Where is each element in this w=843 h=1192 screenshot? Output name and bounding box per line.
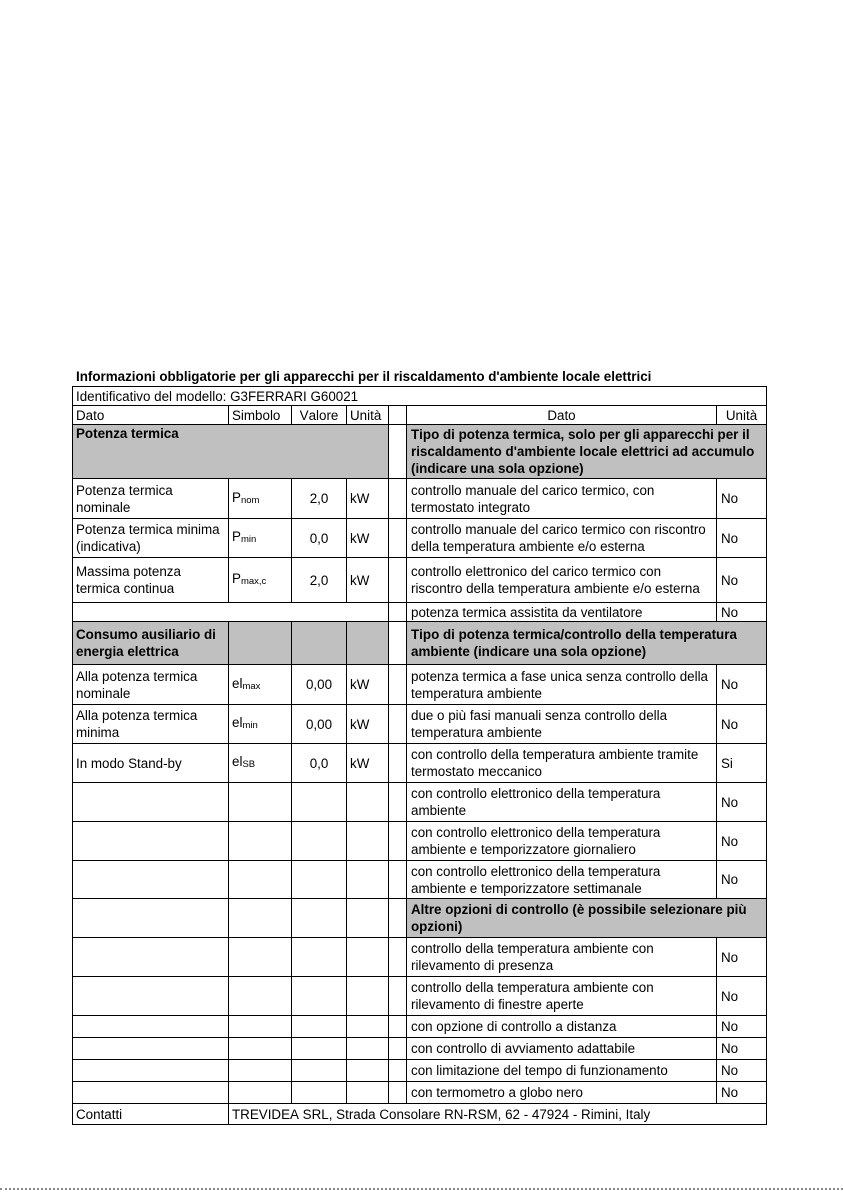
section-heading-aux-consumption: Consumo ausiliario di energia elettrica xyxy=(73,622,229,665)
blank-cell xyxy=(73,977,229,1016)
table-row xyxy=(73,1016,767,1038)
contacts-label: Contatti xyxy=(73,1104,229,1125)
param-unit: kW xyxy=(347,558,389,603)
symbol-main: P xyxy=(232,571,241,586)
separator-cell xyxy=(389,622,407,665)
header-valore: Valore xyxy=(292,406,347,425)
separator-cell xyxy=(389,744,407,783)
model-id-label: Identificativo del modello: xyxy=(76,388,227,404)
blank-cell xyxy=(292,977,347,1016)
blank-cell xyxy=(292,822,347,861)
blank-cell xyxy=(347,977,389,1016)
symbol-subscript: nom xyxy=(240,494,260,506)
blank-cell xyxy=(73,783,229,822)
symbol-main: el xyxy=(232,675,243,691)
column-header-row xyxy=(73,406,767,425)
blank-cell xyxy=(229,977,292,1016)
blank-cell xyxy=(73,1082,229,1104)
separator-cell xyxy=(389,861,407,899)
blank-cell xyxy=(229,938,292,977)
option-value: Si xyxy=(717,744,767,783)
separator-cell xyxy=(389,1060,407,1082)
blank-cell xyxy=(229,783,292,822)
param-symbol xyxy=(229,519,292,558)
param-label: In modo Stand-by xyxy=(73,744,229,783)
blank-cell xyxy=(229,1038,292,1060)
blank-cell xyxy=(347,1082,389,1104)
section-heading-other-options: Altre opzioni di controllo (è possibile selezionare più opzioni) xyxy=(407,899,767,938)
symbol-subscript: min xyxy=(242,720,258,731)
blank-cell xyxy=(292,1016,347,1038)
blank-cell xyxy=(73,861,229,899)
table-row xyxy=(73,1082,767,1104)
param-label: Potenza termica minima (indicativa) xyxy=(73,519,229,558)
blank-cell xyxy=(229,1082,292,1104)
param-label: Alla potenza termica nominale xyxy=(73,665,229,705)
blank-cell xyxy=(73,822,229,861)
option-value: No xyxy=(717,977,767,1016)
section-row-heat-output xyxy=(73,425,767,479)
symbol-main: P xyxy=(232,529,241,544)
param-label: Alla potenza termica minima xyxy=(73,705,229,744)
option-value: No xyxy=(717,665,767,705)
param-value: 0,0 xyxy=(292,744,347,783)
param-label: Potenza termica nominale xyxy=(73,479,229,519)
separator-cell xyxy=(389,1016,407,1038)
separator-cell xyxy=(389,406,407,425)
model-id-value: G3FERRARI G60021 xyxy=(230,388,359,404)
option-value: No xyxy=(717,783,767,822)
separator-cell xyxy=(389,425,407,479)
separator-cell xyxy=(389,665,407,705)
option-value: No xyxy=(717,938,767,977)
option-value: No xyxy=(717,558,767,603)
model-id-cell xyxy=(73,387,767,406)
separator-cell xyxy=(389,1038,407,1060)
shaded-blank-cell xyxy=(347,622,389,665)
blank-cell xyxy=(73,1060,229,1082)
param-label: Massima potenza termica continua xyxy=(73,558,229,603)
param-unit: kW xyxy=(347,705,389,744)
separator-cell xyxy=(389,558,407,603)
section-heading-temperature-control: Tipo di potenza termica/controllo della temperatura ambiente (indicare una sola opzione) xyxy=(407,622,767,665)
option-label: con limitazione del tempo di funzionamento xyxy=(407,1060,717,1082)
param-symbol xyxy=(229,558,292,603)
option-label: due o più fasi manuali senza controllo della temperatura ambiente xyxy=(407,705,717,744)
table-row xyxy=(73,938,767,977)
param-value: 2,0 xyxy=(292,479,347,519)
table-row xyxy=(73,1060,767,1082)
blank-cell xyxy=(229,861,292,899)
option-label: con controllo elettronico della temperatura ambiente e temporizzatore giornaliero xyxy=(407,822,717,861)
section-heading-heat-output: Potenza termica xyxy=(73,425,389,479)
option-label: con controllo elettronico della temperatura ambiente e temporizzatore settimanale xyxy=(407,861,717,899)
option-value: No xyxy=(717,519,767,558)
param-unit: kW xyxy=(347,479,389,519)
table-row xyxy=(73,558,767,603)
shaded-blank-cell xyxy=(229,622,292,665)
symbol-main: el xyxy=(232,754,243,769)
table-row xyxy=(73,744,767,783)
section-heading-storage-heat-type: Tipo di potenza termica, solo per gli apparecchi per il riscaldamento d'ambiente locale elettrici ad accumulo (indicare una sola opzione) xyxy=(407,425,767,479)
blank-cell xyxy=(292,938,347,977)
option-label: con controllo di avviamento adattabile xyxy=(407,1038,717,1060)
option-label: con opzione di controllo a distanza xyxy=(407,1016,717,1038)
section-row-other-options xyxy=(73,899,767,938)
separator-cell xyxy=(389,603,407,622)
shaded-blank-cell xyxy=(292,622,347,665)
header-unita-right: Unità xyxy=(717,406,767,425)
section-row-aux-consumption xyxy=(73,622,767,665)
table-row xyxy=(73,977,767,1016)
table-row xyxy=(73,1038,767,1060)
table-row xyxy=(73,479,767,519)
blank-cell xyxy=(229,1016,292,1038)
option-value: No xyxy=(717,705,767,744)
option-label: con controllo della temperatura ambiente tramite termostato meccanico xyxy=(407,744,717,783)
blank-cell xyxy=(347,899,389,938)
header-unita: Unità xyxy=(347,406,389,425)
blank-cell xyxy=(292,1082,347,1104)
param-value: 0,00 xyxy=(292,705,347,744)
option-label: controllo della temperatura ambiente con rilevamento di finestre aperte xyxy=(407,977,717,1016)
param-symbol xyxy=(229,665,292,705)
blank-cell xyxy=(292,899,347,938)
blank-cell xyxy=(73,1038,229,1060)
option-label: controllo elettronico del carico termico con riscontro della temperatura ambiente e/o esterna xyxy=(407,558,717,603)
model-id-row xyxy=(73,387,767,406)
blank-cell xyxy=(73,603,389,622)
blank-cell xyxy=(347,822,389,861)
header-simbolo: Simbolo xyxy=(229,406,292,425)
option-label: controllo manuale del carico termico con riscontro della temperatura ambiente e/o esterna xyxy=(407,519,717,558)
table-row xyxy=(73,783,767,822)
blank-cell xyxy=(229,899,292,938)
page-edge-dotted-line xyxy=(0,1188,843,1190)
blank-cell xyxy=(229,1060,292,1082)
option-value: No xyxy=(717,861,767,899)
ecodesign-info-table xyxy=(72,386,767,1125)
table-row xyxy=(73,822,767,861)
blank-cell xyxy=(73,938,229,977)
option-label: controllo manuale del carico termico, con termostato integrato xyxy=(407,479,717,519)
option-value: No xyxy=(717,1082,767,1104)
blank-cell xyxy=(347,861,389,899)
separator-cell xyxy=(389,705,407,744)
option-label: con controllo elettronico della temperatura ambiente xyxy=(407,783,717,822)
param-symbol xyxy=(229,744,292,783)
option-label: potenza termica assistita da ventilatore xyxy=(407,603,717,622)
option-label: potenza termica a fase unica senza controllo della temperatura ambiente xyxy=(407,665,717,705)
symbol-main: P xyxy=(232,489,241,505)
blank-cell xyxy=(292,783,347,822)
param-value: 2,0 xyxy=(292,558,347,603)
param-unit: kW xyxy=(347,519,389,558)
option-value: No xyxy=(717,1038,767,1060)
separator-cell xyxy=(389,519,407,558)
blank-cell xyxy=(73,1016,229,1038)
table-row xyxy=(73,705,767,744)
blank-cell xyxy=(73,899,229,938)
separator-cell xyxy=(389,1082,407,1104)
blank-cell xyxy=(229,822,292,861)
blank-cell xyxy=(292,1060,347,1082)
param-unit: kW xyxy=(347,744,389,783)
table-row xyxy=(73,861,767,899)
separator-cell xyxy=(389,783,407,822)
option-value: No xyxy=(717,1060,767,1082)
blank-cell xyxy=(347,1060,389,1082)
blank-cell xyxy=(347,1038,389,1060)
header-dato-right: Dato xyxy=(407,406,717,425)
table-row xyxy=(73,665,767,705)
symbol-subscript: min xyxy=(240,534,257,545)
symbol-subscript: max xyxy=(242,680,261,692)
option-value: No xyxy=(717,603,767,622)
symbol-subscript: max,c xyxy=(240,576,267,587)
symbol-subscript: SB xyxy=(242,759,256,770)
option-label: controllo della temperatura ambiente con rilevamento di presenza xyxy=(407,938,717,977)
document-title: Informazioni obbligatorie per gli apparecchi per il riscaldamento d'ambiente locale elettrici xyxy=(76,369,652,384)
param-value: 0,00 xyxy=(292,665,347,705)
contacts-row xyxy=(73,1104,767,1125)
separator-cell xyxy=(389,899,407,938)
blank-cell xyxy=(347,938,389,977)
blank-cell xyxy=(347,1016,389,1038)
option-value: No xyxy=(717,822,767,861)
option-label: con termometro a globo nero xyxy=(407,1082,717,1104)
param-symbol xyxy=(229,479,292,519)
table-row xyxy=(73,519,767,558)
separator-cell xyxy=(389,977,407,1016)
option-value: No xyxy=(717,479,767,519)
symbol-main: el xyxy=(232,715,243,730)
blank-cell xyxy=(292,861,347,899)
header-dato: Dato xyxy=(73,406,229,425)
param-value: 0,0 xyxy=(292,519,347,558)
blank-cell xyxy=(347,783,389,822)
blank-cell xyxy=(292,1038,347,1060)
param-symbol xyxy=(229,705,292,744)
separator-cell xyxy=(389,938,407,977)
contacts-value: TREVIDEA SRL, Strada Consolare RN-RSM, 62 - 47924 - Rimini, Italy xyxy=(229,1104,767,1125)
separator-cell xyxy=(389,479,407,519)
separator-cell xyxy=(389,822,407,861)
option-value: No xyxy=(717,1016,767,1038)
table-row xyxy=(73,603,767,622)
param-unit: kW xyxy=(347,665,389,705)
